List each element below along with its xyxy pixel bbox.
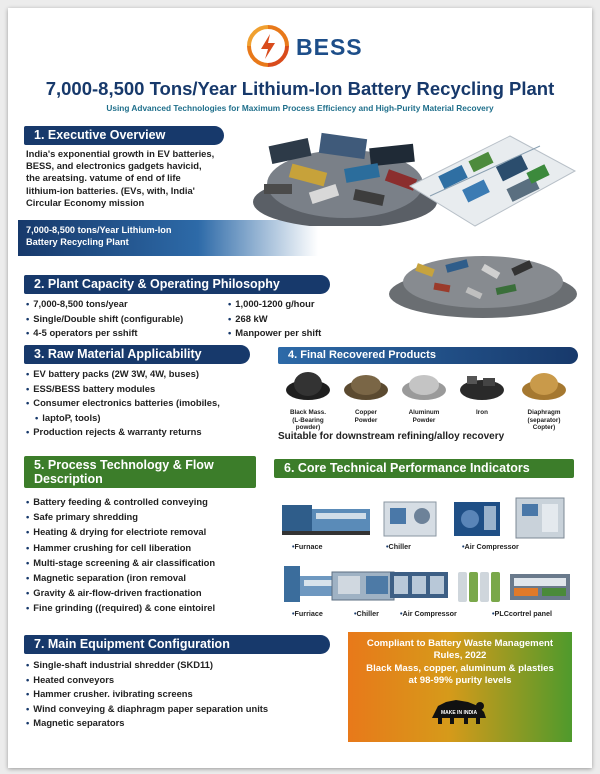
copper-powder-icon bbox=[343, 368, 389, 400]
list-item: • Single-shaft industrial shredder (SKD11) bbox=[26, 658, 336, 673]
air-compressor-icon bbox=[448, 492, 508, 540]
air-compressor-icon bbox=[386, 560, 452, 606]
control-cabinet-icon bbox=[508, 492, 572, 540]
list-item: • 4-5 operators per sshift bbox=[26, 326, 226, 341]
section-equipment-heading: 7. Main Equipment Configuration bbox=[24, 635, 330, 654]
list-item: • Magnetic separation (iron removal bbox=[26, 570, 286, 585]
section-process-heading bbox=[24, 456, 256, 488]
compliance-line: at 98-99% purity levels bbox=[408, 675, 512, 687]
product-iron bbox=[454, 368, 510, 417]
product-copper-powder bbox=[338, 368, 394, 424]
list-item: • Production rejects & warranty returns bbox=[26, 425, 276, 440]
equipment-label: • Furnace bbox=[292, 542, 323, 551]
section-executive-overview-heading: 1. Executive Overview bbox=[24, 126, 224, 145]
list-item: • 7,000-8,500 tons/year bbox=[26, 297, 226, 312]
product-aluminum-powder bbox=[396, 368, 452, 424]
make-in-india-lion-logo bbox=[428, 692, 490, 726]
logo-text: BESS bbox=[296, 34, 363, 60]
black-mass-icon bbox=[285, 368, 331, 400]
product-black-mass bbox=[280, 368, 336, 432]
process-list bbox=[26, 494, 286, 616]
plant-layout-image bbox=[400, 126, 580, 236]
equipment-label: • Air Compressor bbox=[400, 609, 457, 618]
overview-line: BESS, and electronics gadgets havicid, bbox=[26, 160, 202, 172]
furnace-icon bbox=[278, 495, 374, 539]
process-heading-line: Description bbox=[34, 472, 103, 486]
list-item: • Multi-stage screening & air classification bbox=[26, 555, 286, 570]
product-diaphragm bbox=[516, 368, 572, 432]
product-label: Aluminum Powder bbox=[408, 409, 440, 424]
brochure-page bbox=[8, 8, 592, 768]
highlight-line: Battery Recycling Plant bbox=[26, 237, 129, 247]
plc-control-panel-icon bbox=[506, 564, 574, 606]
product-label: Diaphragm (separator) Copter) bbox=[527, 409, 561, 431]
plant-capacity-left-list bbox=[26, 297, 226, 341]
list-item: • EV battery packs (2W 3W, 4W, buses) bbox=[26, 367, 276, 382]
product-label: Iron bbox=[476, 409, 488, 416]
list-item: • Hammer crusher. ivibrating screens bbox=[26, 687, 336, 702]
compliance-line: Black Mass, copper, aluminum & plasties bbox=[366, 662, 554, 674]
compliance-line: Compliant to Battery Waste Management bbox=[366, 638, 554, 649]
section-kpi-heading: 6. Core Technical Performance Indicators bbox=[274, 459, 574, 478]
battery-cycle-icon bbox=[244, 22, 292, 70]
overview-line: the areatsing. vatume of end of life bbox=[26, 172, 181, 184]
list-item: • Fine grinding ((required) & cone eintoirel bbox=[26, 600, 286, 615]
list-item: • laptoP, tools) bbox=[26, 411, 276, 426]
bess-logo bbox=[244, 22, 374, 72]
list-item: • 268 kW bbox=[228, 312, 378, 327]
overview-line: lithium-ion batteries. (EVs, with, India' bbox=[26, 184, 195, 196]
plant-capacity-right-list bbox=[228, 297, 378, 341]
list-item: • Wind conveying & diaphragm paper separation units bbox=[26, 702, 336, 717]
list-item: • Manpower per shift bbox=[228, 326, 378, 341]
page-subtitle: Using Advanced Technologies for Maximum Process Efficiency and High-Purity Material Recovery bbox=[106, 103, 494, 113]
list-item: • Hammer crushing for cell liberation bbox=[26, 540, 286, 555]
equipment-label: • Chiller bbox=[354, 609, 379, 618]
equipment-label: • PLCcortrel panel bbox=[492, 609, 552, 618]
section-plant-capacity-heading: 2. Plant Capacity & Operating Philosophy bbox=[24, 275, 330, 294]
overview-line: India's exponential growth in EV batteries, bbox=[26, 148, 215, 159]
process-heading-line: 5. Process Technology & Flow bbox=[34, 458, 214, 472]
equipment-label: • Chiller bbox=[386, 542, 411, 551]
list-item: • Battery feeding & controlled conveying bbox=[26, 494, 286, 509]
section-final-products-heading: 4. Final Recovered Products bbox=[278, 347, 578, 364]
highlight-line: 7,000-8,500 tons/Year Lithium-Ion bbox=[26, 225, 172, 235]
executive-overview-text bbox=[26, 148, 266, 209]
compliance-box bbox=[348, 632, 572, 742]
aluminum-powder-icon bbox=[401, 368, 447, 400]
make-in-india-text: MAKE IN INDIA bbox=[440, 710, 478, 716]
section-raw-material-heading: 3. Raw Material Applicability bbox=[24, 345, 250, 364]
equipment-label: • Air Compressor bbox=[462, 542, 519, 551]
chiller-icon bbox=[380, 492, 444, 540]
list-item: • Consumer electronics batteries (imobiles, bbox=[26, 396, 276, 411]
list-item: • Single/Double shift (configurable) bbox=[26, 312, 226, 327]
product-label: Copper Powder bbox=[354, 409, 378, 424]
product-label: Black Mass. (L-Bearing powder) bbox=[289, 409, 327, 431]
list-item: • Heated conveyors bbox=[26, 673, 336, 688]
diaphragm-icon bbox=[521, 368, 567, 400]
list-item: • Heating & drying for electriote removal bbox=[26, 524, 286, 539]
products-note: Suitable for downstream refining/alloy recovery bbox=[278, 431, 505, 442]
list-item: • ESS/BESS battery modules bbox=[26, 382, 276, 397]
compliance-line: Rules, 2022 bbox=[433, 650, 487, 662]
shredded-material-image bbox=[386, 242, 580, 320]
page-title: 7,000-8,500 Tons/Year Lithium-Ion Battery Recycling Plant bbox=[45, 78, 555, 99]
iron-icon bbox=[459, 368, 505, 400]
battery-cells-icon bbox=[454, 564, 506, 606]
equipment-list bbox=[26, 658, 336, 731]
list-item: • Magnetic separators bbox=[26, 716, 336, 731]
raw-material-list bbox=[26, 367, 276, 440]
list-item: • 1,000-1200 g/hour bbox=[228, 297, 378, 312]
list-item: • Gravity & air-flow-driven fractionation bbox=[26, 585, 286, 600]
overview-line: Circular Economy mission bbox=[26, 196, 145, 208]
list-item: • Safe primary shredding bbox=[26, 509, 286, 524]
equipment-label: • Furriace bbox=[292, 609, 323, 618]
